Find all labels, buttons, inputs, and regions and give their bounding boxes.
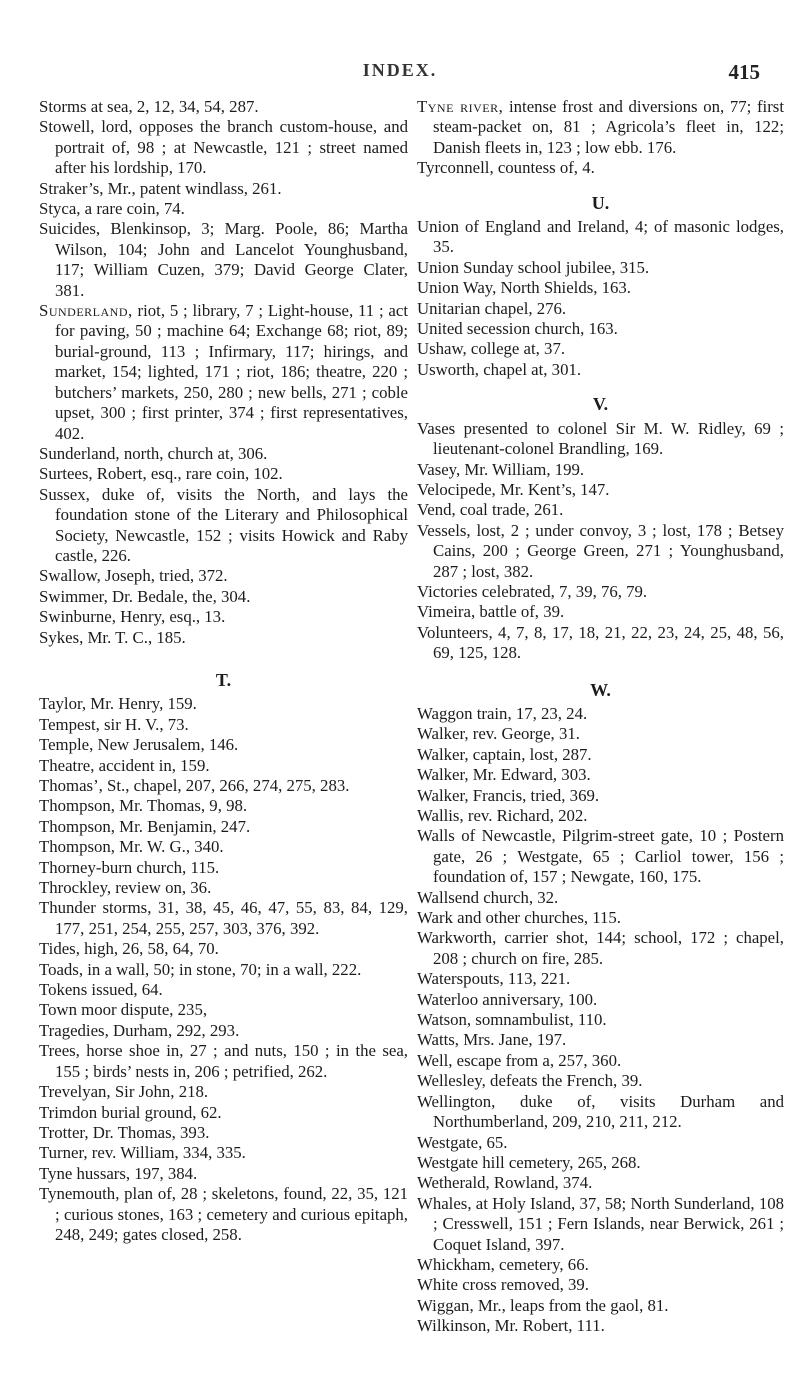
index-entry: Thompson, Mr. Benjamin, 247. [39, 816, 251, 836]
index-entry: Tokens issued, 64. [39, 980, 163, 1000]
section-letter-v: V. [592, 394, 609, 415]
index-entry: Wallsend church, 32. [417, 887, 559, 907]
index-entry: Theatre, accident in, 159. [39, 755, 210, 775]
index-entry: Wellesley, defeats the French, 39. [417, 1071, 643, 1091]
index-entry: Wark and other churches, 115. [417, 908, 621, 928]
index-entry: Union Way, North Shields, 163. [417, 278, 632, 298]
index-entry: Volunteers, 4, 7, 8, 17, 18, 21, 22, 23, 24, 25, 48, 56, 69, 125, 128. [417, 622, 784, 663]
entries-s-continued [39, 444, 408, 648]
index-entry: Temple, New Jerusalem, 146. [39, 735, 239, 755]
index-entry: Turner, rev. William, 334, 335. [39, 1143, 246, 1163]
index-entry: Velocipede, Mr. Kent’s, 147. [417, 479, 610, 499]
index-entry: Vasey, Mr. William, 199. [417, 459, 585, 479]
index-entry: Westgate, 65. [417, 1132, 508, 1152]
index-entry: Watson, somnambulist, 110. [417, 1010, 607, 1030]
index-entry: Swimmer, Dr. Bedale, the, 304. [39, 586, 251, 606]
index-entry: Suicides, Blenkinsop, 3; Marg. Poole, 86; Martha Wilson, 104; John and Lancelot Younghusband, 117; William Cuzen, 379; David George Clater, 381. [39, 219, 408, 300]
entry-text: riot, 5 ; library, 7 ; Light-house, 11 ; act for paving, 50 ; machine 64; Exchange 68; riot, 89; burial-ground, 113 ; Infirmary, 117; hirings, and market, 154; lighted, 171 ; riot, 186; theatre, 220 ; butchers’ markets, 250, 280 ; new bells, 271 ; coble upset, 300 ; first printer, 374 ; first representatives, 402. [55, 301, 408, 443]
index-entry: Walker, Mr. Edward, 303. [417, 765, 591, 785]
index-entry-sunderland [39, 301, 408, 444]
index-entry: Wallis, rev. Richard, 202. [417, 806, 588, 825]
right-column [417, 97, 784, 1337]
running-title: INDEX. [362, 60, 438, 80]
index-entry: Styca, a rare coin, 74. [39, 199, 185, 219]
index-entry: Vend, coal trade, 261. [417, 500, 564, 520]
index-entry: Trimdon burial ground, 62. [39, 1102, 222, 1122]
index-entry: Tyrconnell, countess of, 4. [417, 158, 595, 178]
index-entry: Trees, horse shoe in, 27 ; and nuts, 150 ; in the sea, 155 ; birds’ nests in, 206 ; petrified, 262. [39, 1041, 408, 1081]
index-entry: Victories celebrated, 7, 39, 76, 79. [417, 581, 648, 601]
index-entry: Walls of Newcastle, Pilgrim-street gate, 10 ; Postern gate, 26 ; Westgate, 65 ; Carliol tower, 156 ; foundation of, 157 ; Newgate, 160, 175. [417, 826, 784, 887]
index-entry: United secession church, 163. [417, 319, 618, 339]
index-entry: Straker’s, Mr., patent windlass, 261. [39, 178, 282, 198]
index-entry: Tyne hussars, 197, 384. [39, 1163, 198, 1183]
index-entry: Union Sunday school jubilee, 315. [417, 257, 650, 277]
index-entry: Sussex, duke of, visits the North, and lays the foundation stone of the Literary and Philosophical Society, Newcastle, 152 ; visits Howick and Raby castle, 226. [39, 484, 408, 565]
index-entry: Unitarian chapel, 276. [417, 298, 567, 318]
section-letter-w: W. [590, 679, 611, 700]
entries-v [417, 419, 784, 664]
index-entry: Tempest, sir H. V., 73. [39, 714, 189, 734]
index-entry-tyne-river [417, 97, 784, 158]
index-entry: Waggon train, 17, 23, 24. [417, 703, 588, 723]
index-entry: Surtees, Robert, esq., rare coin, 102. [39, 464, 283, 484]
index-entry: Westgate hill cemetery, 265, 268. [417, 1152, 641, 1172]
index-entry: Trotter, Dr. Thomas, 393. [39, 1122, 210, 1142]
index-entry: Usworth, chapel at, 301. [417, 359, 582, 379]
index-entry: Union of England and Ireland, 4; of masonic lodges, 35. [417, 217, 784, 257]
index-entry: Whickham, cemetery, 66. [417, 1254, 589, 1274]
index-entry: Vessels, lost, 2 ; under convoy, 3 ; lost, 178 ; Betsey Cains, 200 ; George Green, 271 ; Younghusband, 287 ; lost, 382. [417, 520, 784, 581]
index-entry: Waterloo anniversary, 100. [417, 989, 598, 1009]
page-number: 415 [728, 60, 760, 84]
index-entry: Whales, at Holy Island, 37, 58; North Sunderland, 108 ; Cresswell, 151 ; Fern Islands, near Berwick, 261 ; Coquet Island, 397. [417, 1193, 784, 1254]
section-letter-t: T. [215, 669, 232, 690]
index-entry: Thorney-burn church, 115. [39, 857, 220, 877]
index-entry: Thompson, Mr. W. G., 340. [39, 837, 224, 857]
index-entry: Watts, Mrs. Jane, 197. [417, 1030, 567, 1050]
index-entry: Walker, captain, lost, 287. [417, 744, 592, 764]
index-entry: Warkworth, carrier shot, 144; school, 172 ; chapel, 208 ; church on fire, 285. [417, 928, 784, 968]
index-entry: Waterspouts, 113, 221. [417, 969, 571, 989]
index-entry: Wiggan, Mr., leaps from the gaol, 81. [417, 1295, 669, 1315]
index-entry: Thunder storms, 31, 38, 45, 46, 47, 55, 83, 84, 129, 177, 251, 254, 255, 257, 303, 376, 392. [39, 898, 408, 938]
index-entry: Vimeira, battle of, 39. [417, 602, 565, 622]
entries-u [417, 217, 784, 380]
index-entry: Tynemouth, plan of, 28 ; skeletons, found, 22, 35, 121 ; curious stones, 163 ; cemetery and curious epitaph, 248, 249; gates closed, 258. [39, 1184, 408, 1244]
entry-text: intense frost and diversions on, 77; first steam-packet on, 81 ; Agricola’s fleet in, 122; Danish fleets in, 123 ; low ebb. 176. [433, 97, 785, 157]
index-entry: Wilkinson, Mr. Robert, 111. [417, 1316, 605, 1336]
index-entry: Walker, Francis, tried, 369. [417, 785, 600, 805]
index-entry: Throckley, review on, 36. [39, 878, 212, 898]
left-column [39, 97, 408, 1245]
index-entry: Trevelyan, Sir John, 218. [39, 1082, 209, 1102]
index-entry: Swallow, Joseph, tried, 372. [39, 566, 228, 586]
index-entry: White cross removed, 39. [417, 1275, 589, 1295]
index-entry: Wellington, duke of, visits Durham and Northumberland, 209, 210, 211, 212. [417, 1091, 784, 1132]
index-entry: Thomas’, St., chapel, 207, 266, 274, 275, 283. [39, 776, 350, 795]
section-letter-u: U. [591, 192, 610, 213]
entries-w [417, 704, 784, 1337]
index-entry: Vases presented to colonel Sir M. W. Ridley, 69 ; lieutenant-colonel Brandling, 169. [417, 418, 784, 459]
index-entry: Thompson, Mr. Thomas, 9, 98. [39, 796, 248, 816]
index-entry: Toads, in a wall, 50; in stone, 70; in a wall, 222. [39, 959, 362, 979]
index-entry: Sunderland, north, church at, 306. [39, 443, 268, 463]
index-entry: Ushaw, college at, 37. [417, 339, 566, 359]
index-entry: Town moor dispute, 235, [39, 1000, 208, 1020]
entry-heading: Sunderland, [39, 301, 133, 321]
index-entry: Swinburne, Henry, esq., 13. [39, 607, 226, 627]
index-entry: Storms at sea, 2, 12, 34, 54, 287. [39, 97, 259, 116]
entry-heading: Tyne river, [417, 97, 504, 116]
index-entry: Taylor, Mr. Henry, 159. [39, 694, 197, 714]
index-entry: Stowell, lord, opposes the branch custom-house, and portrait of, 98 ; at Newcastle, 121 ; street named after his lordship, 170. [39, 117, 408, 178]
index-entry: Sykes, Mr. T. C., 185. [39, 627, 186, 647]
entries-t-end [417, 158, 784, 178]
index-entry: Walker, rev. George, 31. [417, 724, 580, 744]
entries-t [39, 694, 408, 1245]
index-entry: Tides, high, 26, 58, 64, 70. [39, 939, 219, 959]
running-head [0, 60, 800, 88]
index-entry: Well, escape from a, 257, 360. [417, 1050, 622, 1070]
entries-s [39, 97, 408, 301]
index-entry: Wetherald, Rowland, 374. [417, 1173, 593, 1193]
index-entry: Tragedies, Durham, 292, 293. [39, 1020, 240, 1040]
